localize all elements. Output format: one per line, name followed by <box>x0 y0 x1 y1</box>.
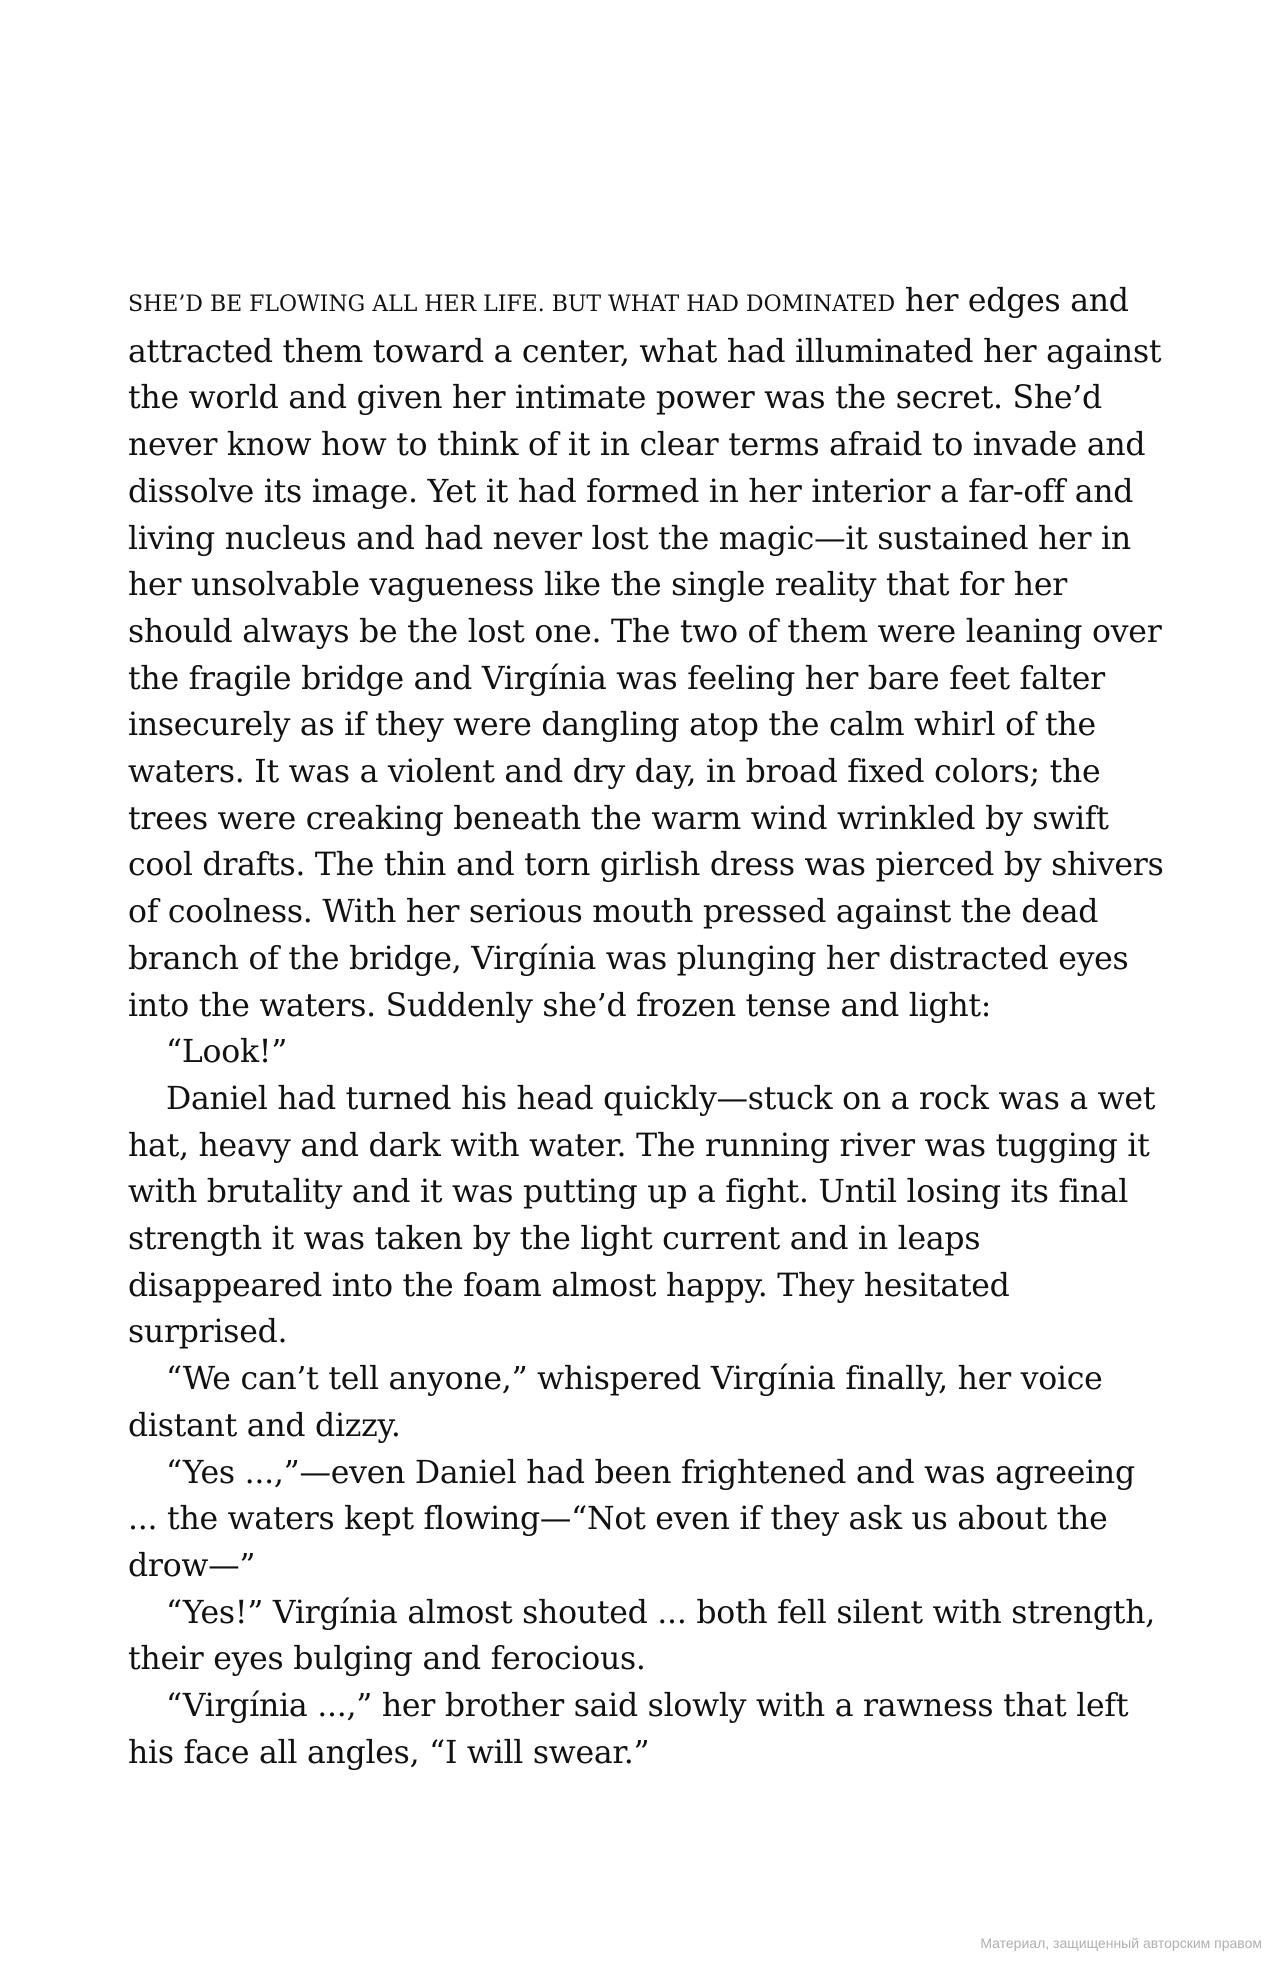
paragraph-hat: Daniel had turned his head quickly—stuck on a rock was a wet hat, heavy and dark with water. The running river was tugging it with brutality and it was putting up a fight. Until losing its final strength it was taken by the light current and in leaps disappeared into the foam almost happy. They hesitated surprised. <box>128 1080 1156 1351</box>
book-page-body <box>128 278 1168 1777</box>
paragraph-shout: “Yes!” Virgínia almost shouted ... both fell silent with strength, their eyes bulging and ferocious. <box>128 1594 1155 1678</box>
copyright-watermark: Материал, защищенный авторским правом <box>980 1935 1262 1951</box>
paragraph-agreeing: “Yes ...,”—even Daniel had been frightened and was agreeing ... the waters kept flowing—“Not even if they ask us about the drow—” <box>128 1454 1135 1584</box>
opening-paragraph-text: her edges and attracted them toward a center, what had illuminated her against the world and given her intimate power was the secret. She’d never know how to think of it in clear terms afraid to invade and dissolve its image. Yet it had formed in her interior a far-off and living nucleus and had never lost the magic—it sustained her in her unsolvable vagueness like the single reality that for her should always be the lost one. The two of them were leaning over the fragile bridge and Virgínia was feeling her bare feet falter insecurely as if they were dangling atop the calm whirl of the waters. It was a violent and dry day, in broad fixed colors; the trees were creaking beneath the warm wind wrinkled by swift cool drafts. The thin and torn girlish dress was pierced by shivers of coolness. With her serious mouth pressed against the dead branch of the bridge, Virgínia was plunging her distracted eyes into the waters. Suddenly she’d frozen tense and light: <box>128 283 1164 1024</box>
paragraph-whisper: “We can’t tell anyone,” whispered Virgínia finally, her voice distant and dizzy. <box>128 1361 1103 1444</box>
paragraph-opening <box>128 278 1168 1029</box>
paragraph-look: “Look!” <box>166 1034 288 1071</box>
opening-small-caps: SHE’D BE FLOWING ALL HER LIFE. BUT WHAT HAD DOMINATED <box>128 292 896 317</box>
paragraph-swear: “Virgínia ...,” her brother said slowly with a rawness that left his face all angles, “I will swear.” <box>128 1688 1129 1771</box>
